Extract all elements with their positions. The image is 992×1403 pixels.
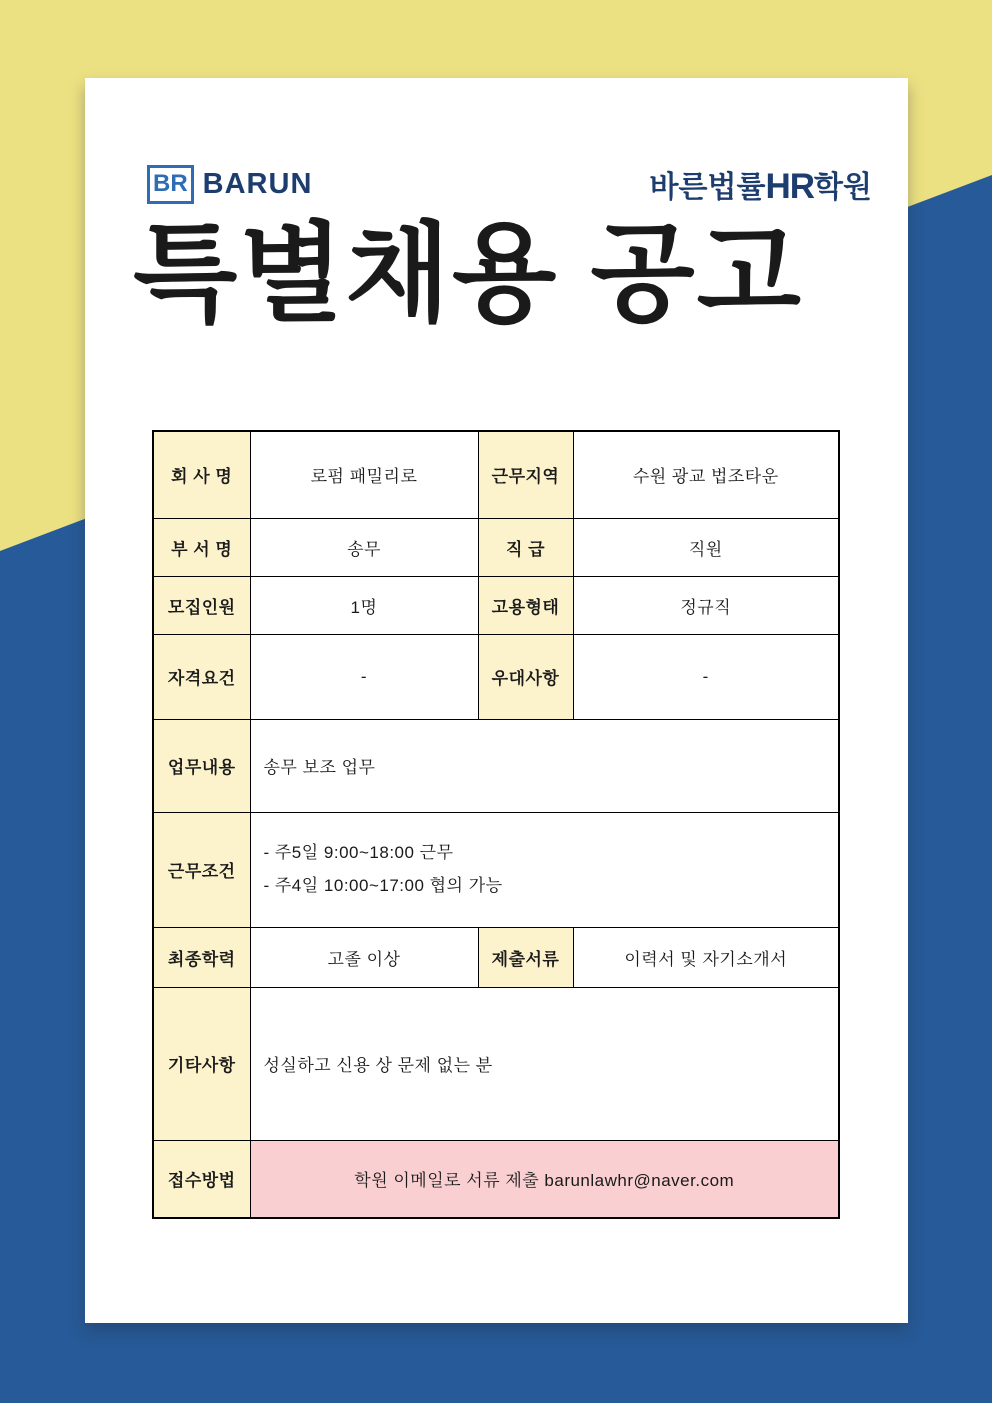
table-label-apply-method: 접수방법 — [153, 1140, 250, 1218]
table-row-apply-method — [153, 1140, 839, 1218]
table-label-documents: 제출서류 — [478, 927, 573, 987]
academy-logo-part2: HR — [765, 167, 815, 206]
job-details-table — [152, 430, 840, 1219]
table-value-company: 로펌 패밀리로 — [250, 431, 478, 518]
table-value-job-description: 송무 보조 업무 — [250, 719, 839, 812]
table-label-work-conditions: 근무조건 — [153, 812, 250, 927]
poster-card — [85, 78, 908, 1323]
table-value-apply-method: 학원 이메일로 서류 제출 barunlawhr@naver.com — [250, 1140, 839, 1218]
table-value-department: 송무 — [250, 518, 478, 576]
table-value-documents: 이력서 및 자기소개서 — [573, 927, 839, 987]
academy-logo-text — [650, 162, 872, 207]
work-condition-line-2: - 주4일 10:00~17:00 협의 가능 — [263, 875, 503, 895]
barun-logo — [147, 165, 312, 204]
page-title: 특별채용 공고 — [133, 213, 803, 334]
table-label-location: 근무지역 — [478, 431, 573, 518]
table-label-position: 직 급 — [478, 518, 573, 576]
table-label-education: 최종학력 — [153, 927, 250, 987]
academy-logo-part3: 학원 — [814, 171, 872, 204]
table-value-position: 직원 — [573, 518, 839, 576]
table-row-job-description — [153, 719, 839, 812]
table-value-employment-type: 정규직 — [573, 576, 839, 634]
table-row-headcount — [153, 576, 839, 634]
table-value-preference: - — [573, 634, 839, 719]
table-value-qualification: - — [250, 634, 478, 719]
table-row-work-conditions — [153, 812, 839, 927]
table-label-other: 기타사항 — [153, 987, 250, 1140]
table-row-other — [153, 987, 839, 1140]
table-label-department: 부 서 명 — [153, 518, 250, 576]
barun-logo-icon: BR — [147, 165, 194, 204]
table-row-company — [153, 431, 839, 518]
table-row-qualification — [153, 634, 839, 719]
table-row-department — [153, 518, 839, 576]
table-label-qualification: 자격요건 — [153, 634, 250, 719]
logo-row — [147, 162, 872, 207]
table-label-headcount: 모집인원 — [153, 576, 250, 634]
table-label-company: 회 사 명 — [153, 431, 250, 518]
table-label-preference: 우대사항 — [478, 634, 573, 719]
academy-logo-part1: 바른법률 — [649, 171, 766, 204]
work-condition-line-1: - 주5일 9:00~18:00 근무 — [263, 843, 454, 863]
table-value-education: 고졸 이상 — [250, 927, 478, 987]
table-value-location: 수원 광교 법조타운 — [573, 431, 839, 518]
barun-logo-text: BARUN — [202, 168, 313, 200]
table-value-other: 성실하고 신용 상 문제 없는 분 — [250, 987, 839, 1140]
table-value-work-conditions — [250, 812, 839, 927]
table-row-education — [153, 927, 839, 987]
table-value-headcount: 1명 — [250, 576, 478, 634]
table-label-employment-type: 고용형태 — [478, 576, 573, 634]
table-label-job-description: 업무내용 — [153, 719, 250, 812]
